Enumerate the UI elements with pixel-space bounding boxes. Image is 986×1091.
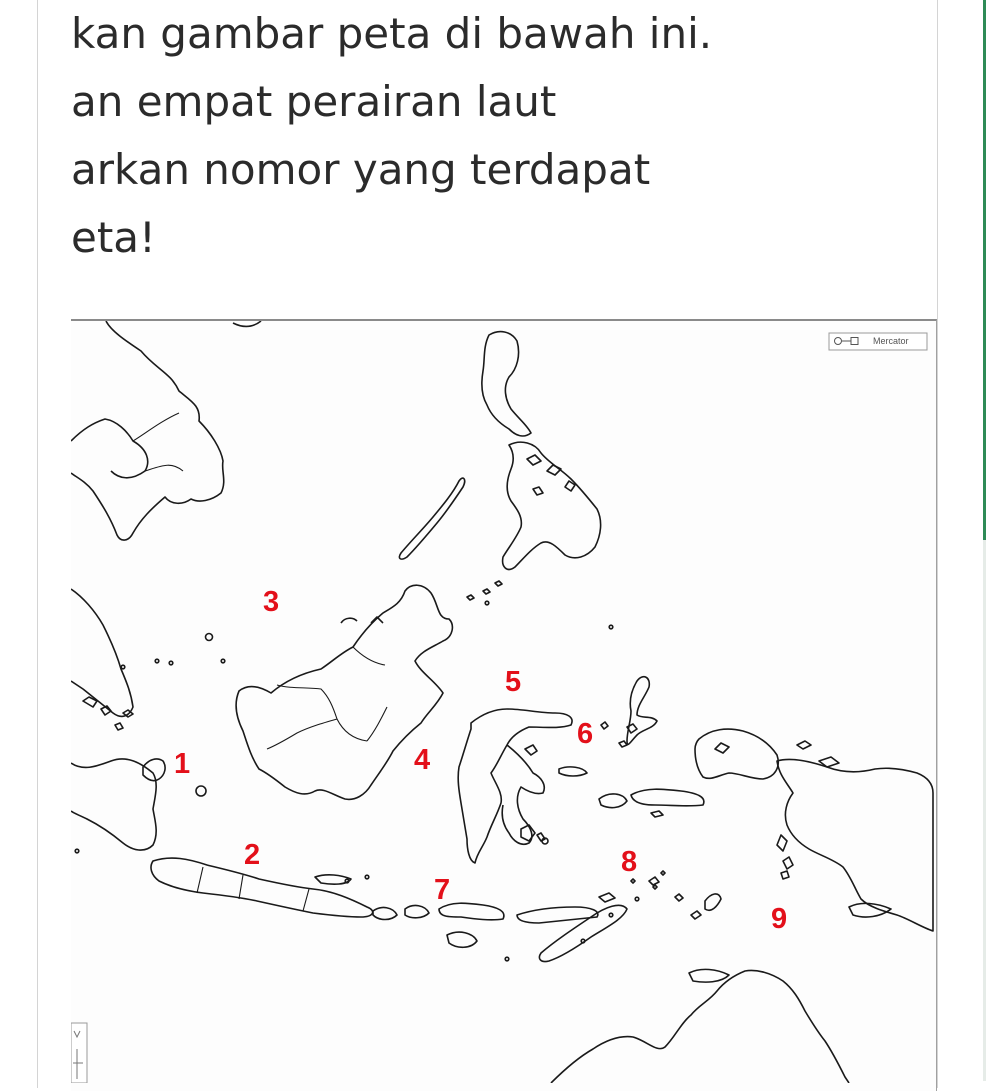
sulawesi-southeast-islands xyxy=(521,825,545,841)
sea-marker-3: 3 xyxy=(263,586,280,618)
legend-label: Mercator xyxy=(873,336,909,346)
luzon-island xyxy=(482,332,531,436)
tanimbar-islands xyxy=(691,894,721,919)
belitung-island xyxy=(196,786,206,796)
visayas-mindanao xyxy=(503,442,601,569)
question-line-2: an empat perairan laut xyxy=(71,77,557,126)
map-legend xyxy=(829,333,927,350)
maluku-north-islands xyxy=(601,722,637,747)
lombok-sumbawa xyxy=(405,903,504,920)
sea-marker-5: 5 xyxy=(505,666,522,698)
sea-marker-6: 6 xyxy=(577,718,594,750)
java-island xyxy=(151,858,373,917)
scattered-islands xyxy=(75,601,639,961)
compass-icon xyxy=(71,1023,87,1083)
sumba-island xyxy=(447,932,477,947)
small-islands-east xyxy=(599,877,683,902)
sea-marker-1: 1 xyxy=(174,748,191,780)
kai-aru-islands xyxy=(777,835,793,879)
question-line-1: kan gambar peta di bawah ini. xyxy=(71,9,713,58)
kalimantan-borders xyxy=(267,647,387,749)
palawan-island xyxy=(399,478,464,559)
question-text xyxy=(71,8,931,280)
sea-marker-2: 2 xyxy=(244,839,261,871)
buru-island xyxy=(599,794,627,808)
indonesia-outline-map xyxy=(71,319,937,1091)
question-line-4: eta! xyxy=(71,213,156,262)
sulawesi-island xyxy=(458,709,572,863)
timor-island xyxy=(539,905,627,961)
australia-north-coast xyxy=(551,970,849,1083)
sea-marker-8: 8 xyxy=(621,846,638,878)
number-markers xyxy=(174,586,787,935)
sulu-islands xyxy=(467,581,502,600)
sea-marker-4: 4 xyxy=(414,744,431,776)
java-provinces xyxy=(197,867,309,911)
north-borneo-coast xyxy=(341,617,383,623)
bangka-island xyxy=(143,759,165,781)
indochina-borders xyxy=(133,413,183,471)
question-line-3: arkan nomor yang terdapat xyxy=(71,145,651,194)
halmahera-island xyxy=(627,677,657,745)
malay-peninsula xyxy=(71,589,133,716)
bali-island xyxy=(373,908,397,920)
melville-island xyxy=(689,969,729,982)
seram-island xyxy=(631,789,704,806)
indochina-landmass xyxy=(71,321,261,540)
sea-marker-9: 9 xyxy=(771,903,788,935)
sea-marker-7: 7 xyxy=(434,874,451,906)
map-svg xyxy=(71,321,936,1083)
ambon-island xyxy=(651,811,663,817)
papua-bird-head xyxy=(695,729,778,779)
riau-islands xyxy=(83,697,133,730)
